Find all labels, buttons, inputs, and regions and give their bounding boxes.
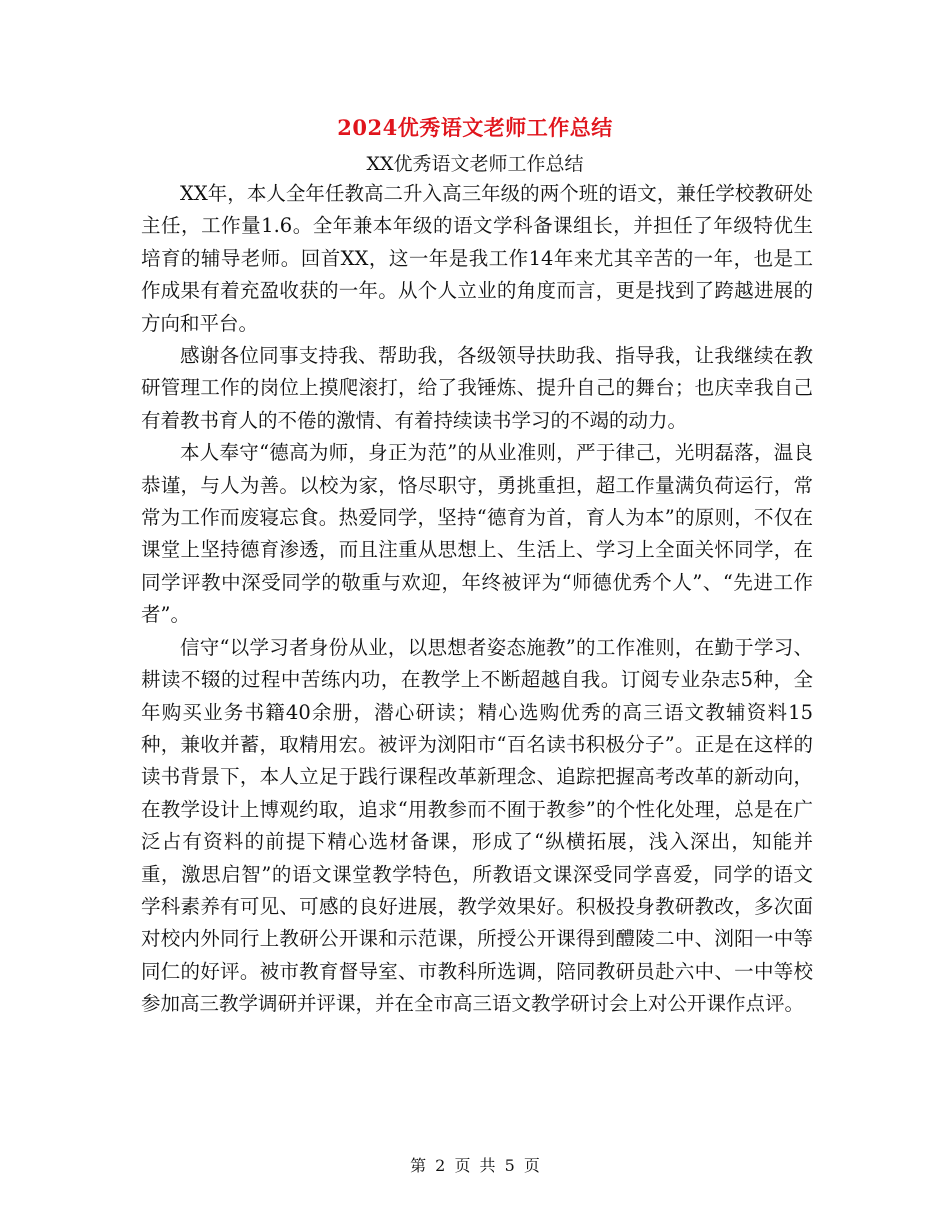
paragraph-4: 信守“以学习者身份从业，以思想者姿态施教”的工作准则，在勤于学习、耕读不辍的过程中苦练内功，在教学上不断超越自我。订阅专业杂志5种，全年购买业务书籍40余册，潜心研读；精心选购优秀的高三语文教辅资料15种，兼收并蓄，取精用宏。被评为浏阳市“百名读书积极分子”。正是在这样的读书背景下，本人立足于践行课程改革新理念、追踪把握高考改革的新动向，在教学设计上博观约取，追求“用教参而不囿于教参”的个性化处理，总是在广泛占有资料的前提下精心选材备课，形成了“纵横拓展，浅入深出，知能并重，激思启智”的语文课堂教学特色，所教语文课深受同学喜爱，同学的语文学科素养有可见、可感的良好进展，教学效果好。积极投身教研教改，多次面对校内外同行上教研公开课和示范课，所授公开课得到醴陵二中、浏阳一中等同仁的好评。被市教育督导室、市教科所选调，陪同教研员赴六中、一中等校参加高三教学调研并评课，并在全市高三语文教学研讨会上对公开课作点评。: [141, 635, 813, 1016]
document-body: [141, 178, 813, 1021]
page-number-footer: 第 2 页 共 5 页: [410, 1156, 540, 1175]
paragraph-1: XX年，本人全年任教高二升入高三年级的两个班的语文，兼任学校教研处主任，工作量1.6。全年兼本年级的语文学科备课组长，并担任了年级特优生培育的辅导老师。回首XX，这一年是我工作14年来尤其辛苦的一年，也是工作成果有着充盈收获的一年。从个人立业的角度而言，更是找到了跨越进展的方向和平台。: [141, 182, 813, 335]
paragraph-3: 本人奉守“德高为师，身正为范”的从业准则，严于律己，光明磊落，温良恭谨，与人为善。以校为家，恪尽职守，勇挑重担，超工作量满负荷运行，常常为工作而废寝忘食。热爱同学，坚持“德育为首，育人为本”的原则，不仅在课堂上坚持德育渗透，而且注重从思想上、生活上、学习上全面关怀同学，在同学评教中深受同学的敬重与欢迎，年终被评为“师德优秀个人”、“先进工作者”。: [141, 441, 813, 627]
document-title: 2024优秀语文老师工作总结: [337, 115, 613, 140]
document-subtitle: XX优秀语文老师工作总结: [366, 153, 584, 175]
paragraph-2: 感谢各位同事支持我、帮助我，各级领导扶助我、指导我，让我继续在教研管理工作的岗位上摸爬滚打，给了我锤炼、提升自己的舞台；也庆幸我自己有着教书育人的不倦的激情、有着持续读书学习的不竭的动力。: [141, 344, 813, 432]
